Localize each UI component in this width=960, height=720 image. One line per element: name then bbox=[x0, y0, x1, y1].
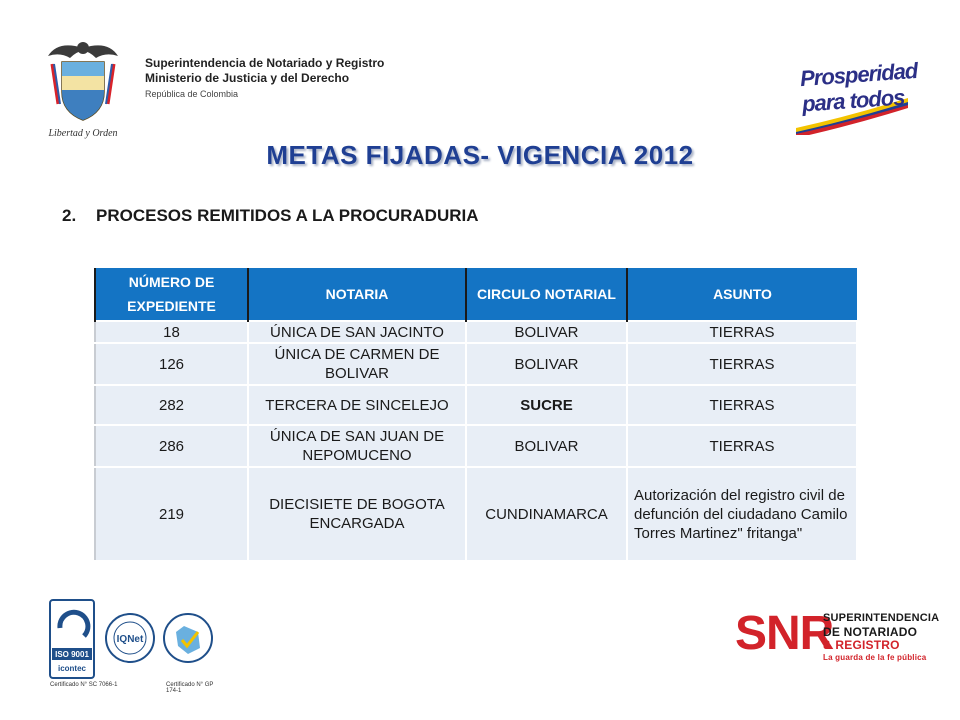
cell-asunto: Autorización del registro civil de defunción del ciudadano Camilo Torres Martinez" fritanga" bbox=[627, 467, 857, 561]
snr-tagline: La guarda de la fe pública bbox=[823, 653, 927, 662]
cell-notaria: ÚNICA DE SAN JACINTO bbox=[248, 321, 466, 343]
cell-circulo: SUCRE bbox=[466, 385, 627, 425]
iqnet-label: IQNet bbox=[116, 634, 144, 645]
snr-abbreviation: SNR bbox=[735, 607, 834, 660]
iqnet-logo bbox=[106, 614, 154, 662]
cell-notaria: ÚNICA DE CARMEN DE BOLIVAR bbox=[248, 343, 466, 385]
section-number: 2. bbox=[62, 206, 77, 225]
certification-logos bbox=[48, 598, 223, 693]
cell-asunto: TIERRAS bbox=[627, 343, 857, 385]
table-row bbox=[95, 467, 857, 561]
cell-notaria: ÚNICA DE SAN JUAN DE NEPOMUCENO bbox=[248, 425, 466, 467]
section-heading bbox=[62, 206, 479, 226]
icontec-iso-logo bbox=[50, 600, 94, 678]
table-row bbox=[95, 321, 857, 343]
cert-number-1: Certificado N° SC 7066-1 bbox=[50, 682, 118, 688]
table-row bbox=[95, 385, 857, 425]
icontec-label: icontec bbox=[57, 664, 87, 673]
cell-expediente: 286 bbox=[95, 425, 248, 467]
column-header-expediente: NÚMERO DE EXPEDIENTE bbox=[95, 268, 248, 321]
slogan-line2: para todos bbox=[801, 84, 906, 117]
cert-number-2: Certificado N° GP 174-1 bbox=[166, 682, 214, 694]
cell-expediente: 219 bbox=[95, 467, 248, 561]
cell-asunto: TIERRAS bbox=[627, 385, 857, 425]
ministry-name: Ministerio de Justicia y del Derecho bbox=[145, 71, 350, 85]
snr-logo bbox=[733, 604, 938, 674]
table-row bbox=[95, 425, 857, 467]
organization-header bbox=[145, 56, 384, 100]
page-title: METAS FIJADAS- VIGENCIA 2012 bbox=[266, 140, 694, 170]
cell-notaria: DIECISIETE DE BOGOTA ENCARGADA bbox=[248, 467, 466, 561]
cell-expediente: 126 bbox=[95, 343, 248, 385]
table-header-row bbox=[95, 268, 857, 321]
section-title: PROCESOS REMITIDOS A LA PROCURADURIA bbox=[96, 206, 479, 225]
prosperidad-logo bbox=[790, 50, 920, 135]
country-name: República de Colombia bbox=[145, 89, 239, 99]
cell-expediente: 18 bbox=[95, 321, 248, 343]
column-header-notaria: NOTARIA bbox=[248, 268, 466, 321]
iso-label: ISO 9001 bbox=[55, 650, 89, 659]
cell-circulo: BOLIVAR bbox=[466, 321, 627, 343]
coat-of-arms-icon bbox=[38, 34, 128, 142]
column-header-circulo: CIRCULO NOTARIAL bbox=[466, 268, 627, 321]
procesos-table bbox=[94, 268, 858, 562]
cell-asunto: TIERRAS bbox=[627, 321, 857, 343]
cell-circulo: CUNDINAMARCA bbox=[466, 467, 627, 561]
table-row bbox=[95, 343, 857, 385]
gp-certification-logo bbox=[164, 614, 212, 662]
org-name: Superintendencia de Notariado y Registro bbox=[145, 56, 385, 70]
snr-line3: & REGISTRO bbox=[823, 638, 900, 652]
snr-line2: DE NOTARIADO bbox=[823, 625, 918, 639]
coat-of-arms-logo bbox=[38, 34, 128, 142]
cell-asunto: TIERRAS bbox=[627, 425, 857, 467]
slogan-line1: Prosperidad bbox=[799, 57, 919, 92]
cell-expediente: 282 bbox=[95, 385, 248, 425]
coat-motto: Libertad y Orden bbox=[48, 128, 118, 139]
column-header-asunto: ASUNTO bbox=[627, 268, 857, 321]
cell-circulo: BOLIVAR bbox=[466, 343, 627, 385]
snr-line1: SUPERINTENDENCIA bbox=[823, 612, 940, 624]
cell-notaria: TERCERA DE SINCELEJO bbox=[248, 385, 466, 425]
cell-circulo: BOLIVAR bbox=[466, 425, 627, 467]
